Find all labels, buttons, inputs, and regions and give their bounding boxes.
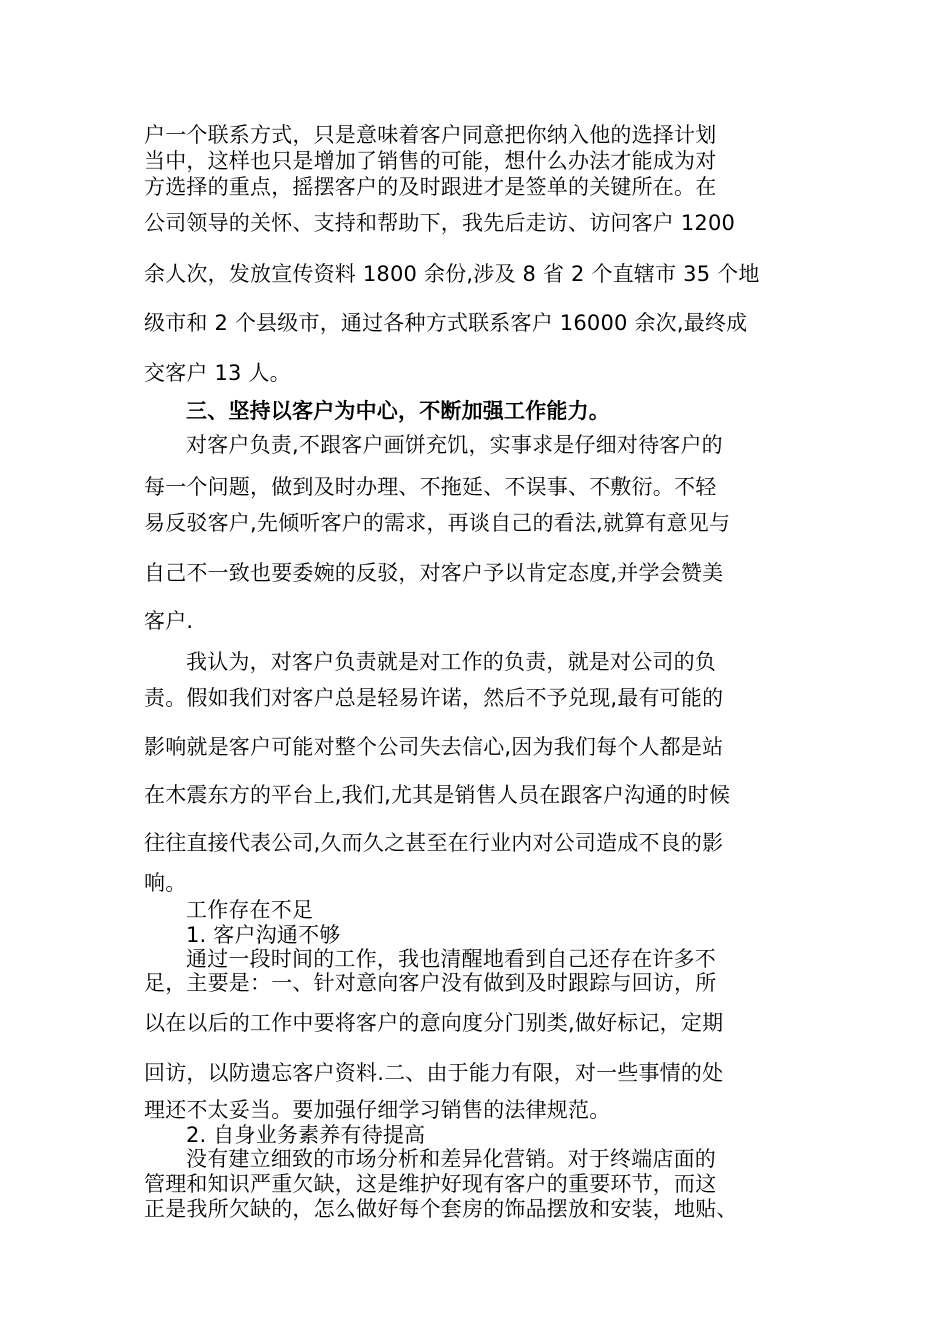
text-line: 方选择的重点，摇摆客户的及时跟进才是签单的关键所在。在	[144, 175, 717, 199]
text-line: 余人次，发放宣传资料 1800 余份,涉及 8 省 2 个直辖市 35 个地	[144, 262, 760, 286]
text-line: 级市和 2 个县级市，通过各种方式联系客户 16000 余次,最终成	[144, 311, 748, 335]
subsection-heading: 1. 客户沟通不够	[186, 923, 341, 947]
subsection-title: 工作存在不足	[186, 898, 314, 922]
paragraph-first-line: 通过一段时间的工作，我也清醒地看到自己还存在许多不	[186, 947, 716, 971]
text-line: 以在以后的工作中要将客户的意向度分门别类,做好标记，定期	[144, 1011, 724, 1035]
paragraph-first-line: 没有建立细致的市场分析和差异化营销。对于终端店面的	[186, 1147, 716, 1171]
text-line: 客户.	[144, 609, 194, 633]
text-line: 足，主要是：一、针对意向客户没有做到及时跟踪与回访，所	[144, 971, 717, 995]
subsection-heading: 2. 自身业务素养有待提高	[186, 1123, 426, 1147]
text-line: 管理和知识严重欠缺，这是维护好现有客户的重要环节，而这	[144, 1172, 717, 1196]
text-line: 在木震东方的平台上,我们,尤其是销售人员在跟客户沟通的时候	[144, 783, 731, 807]
text-line: 响。	[144, 871, 187, 895]
paragraph-first-line: 对客户负责,不跟客户画饼充饥，实事求是仔细对待客户的	[186, 433, 723, 457]
text-line: 责。假如我们对客户总是轻易许诺，然后不予兑现,最有可能的	[144, 686, 724, 710]
text-line: 公司领导的关怀、支持和帮助下，我先后走访、访问客户 1200	[144, 211, 736, 235]
paragraph-first-line: 我认为，对客户负责就是对工作的负责，就是对公司的负	[186, 650, 716, 674]
text-line: 自己不一致也要委婉的反驳，对客户予以肯定态度,并学会赞美	[144, 561, 724, 585]
text-line: 回访，以防遗忘客户资料.二、由于能力有限，对一些事情的处	[144, 1061, 724, 1085]
text-line: 每一个问题，做到及时办理、不拖延、不误事、不敷衍。不轻	[144, 475, 717, 499]
text-line: 易反驳客户,先倾听客户的需求，再谈自己的看法,就算有意见与	[144, 511, 731, 535]
text-line: 往往直接代表公司,久而久之甚至在行业内对公司造成不良的影	[144, 831, 724, 855]
text-line: 交客户 13 人。	[144, 361, 291, 385]
text-line: 当中，这样也只是增加了销售的可能，想什么办法才能成为对	[144, 149, 717, 173]
section-heading: 三、坚持以客户为中心，不断加强工作能力。	[186, 399, 610, 423]
text-line: 正是我所欠缺的，怎么做好每个套房的饰品摆放和安装，地贴、	[144, 1197, 738, 1221]
text-line: 理还不太妥当。要加强仔细学习销售的法律规范。	[144, 1098, 611, 1122]
text-line: 户一个联系方式，只是意味着客户同意把你纳入他的选择计划	[144, 123, 717, 147]
text-line: 影响就是客户可能对整个公司失去信心,因为我们每个人都是站	[144, 735, 724, 759]
